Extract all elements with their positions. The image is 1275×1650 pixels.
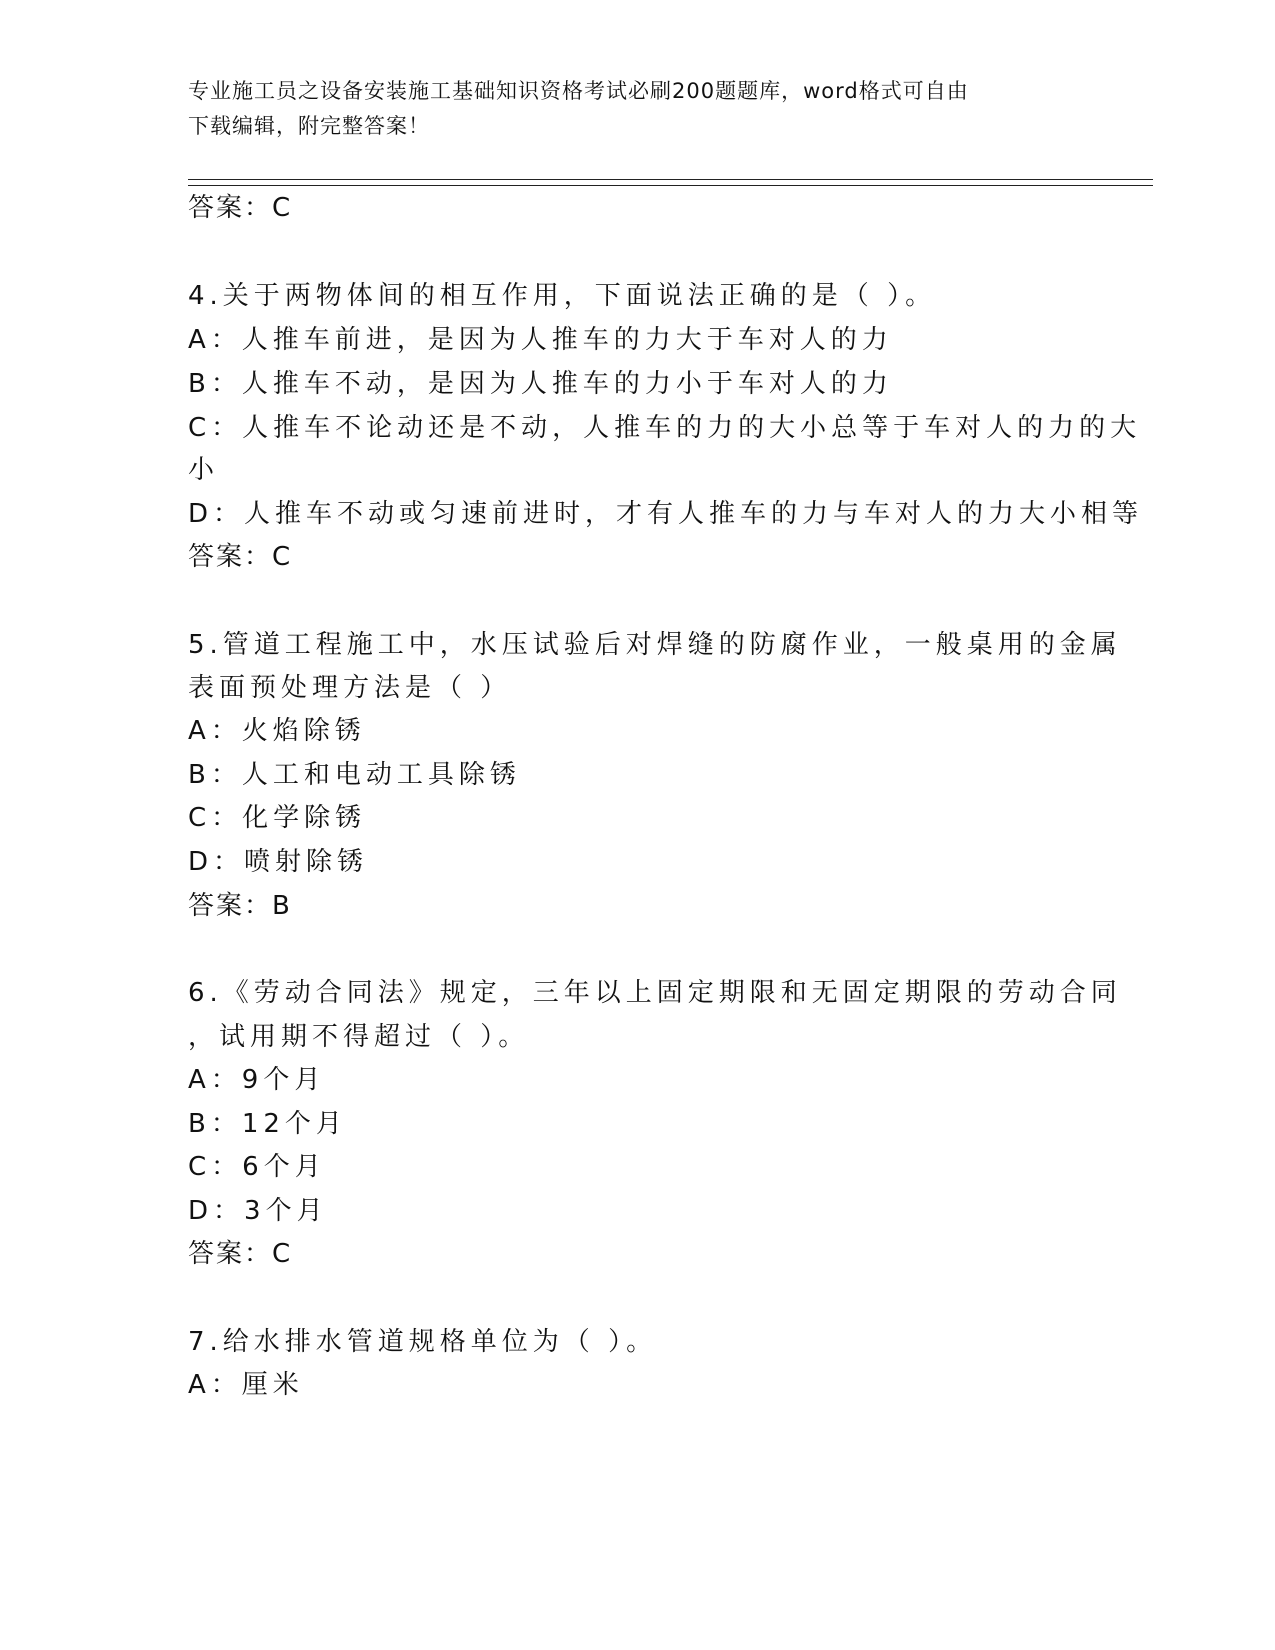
question-5-stem-cont: 表面预处理方法是（ ） bbox=[188, 673, 512, 703]
question-5-option-d: D：喷射除锈 bbox=[188, 847, 369, 877]
answer-q4: 答案：C bbox=[188, 542, 293, 572]
header-rule-bottom bbox=[188, 185, 1153, 186]
header-line-2: 下载编辑，附完整答案！ bbox=[188, 114, 430, 138]
question-6-stem: 6.《劳动合同法》规定，三年以上固定期限和无固定期限的劳动合同 bbox=[188, 978, 1122, 1008]
question-6-option-c: C：6个月 bbox=[188, 1152, 326, 1182]
question-6-option-a: A：9个月 bbox=[188, 1065, 326, 1095]
question-5-option-b: B：人工和电动工具除锈 bbox=[188, 760, 521, 790]
question-5-stem: 5.管道工程施工中，水压试验后对焊缝的防腐作业，一般桌用的金属 bbox=[188, 630, 1122, 660]
question-5-option-a: A：火焰除锈 bbox=[188, 716, 366, 746]
question-6-option-d: D：3个月 bbox=[188, 1196, 328, 1226]
header-line-1: 专业施工员之设备安装施工基础知识资格考试必刷200题题库，word格式可自由 bbox=[188, 79, 969, 103]
answer-q3: 答案：C bbox=[188, 193, 293, 223]
question-4-option-c-cont: 小 bbox=[188, 455, 220, 485]
question-4-option-c: C：人推车不论动还是不动，人推车的力的大小总等于车对人的力的大 bbox=[188, 413, 1142, 443]
question-6-stem-cont: ，试用期不得超过（ ）。 bbox=[188, 1022, 530, 1052]
question-4-option-d: D：人推车不动或匀速前进时，才有人推车的力与车对人的力大小相等 bbox=[188, 499, 1144, 529]
question-5-option-c: C：化学除锈 bbox=[188, 803, 367, 833]
question-7-stem: 7.给水排水管道规格单位为（ ）。 bbox=[188, 1327, 658, 1357]
document-header bbox=[188, 74, 1088, 144]
question-6-option-b: B：12个月 bbox=[188, 1109, 347, 1139]
question-4-stem: 4.关于两物体间的相互作用，下面说法正确的是（ ）。 bbox=[188, 281, 937, 311]
header-rule-top bbox=[188, 179, 1153, 180]
answer-q5: 答案：B bbox=[188, 891, 292, 921]
question-4-option-b: B：人推车不动，是因为人推车的力小于车对人的力 bbox=[188, 369, 893, 399]
answer-q6: 答案：C bbox=[188, 1239, 293, 1269]
question-7-option-a: A：厘米 bbox=[188, 1370, 304, 1400]
question-4-option-a: A：人推车前进，是因为人推车的力大于车对人的力 bbox=[188, 325, 893, 355]
